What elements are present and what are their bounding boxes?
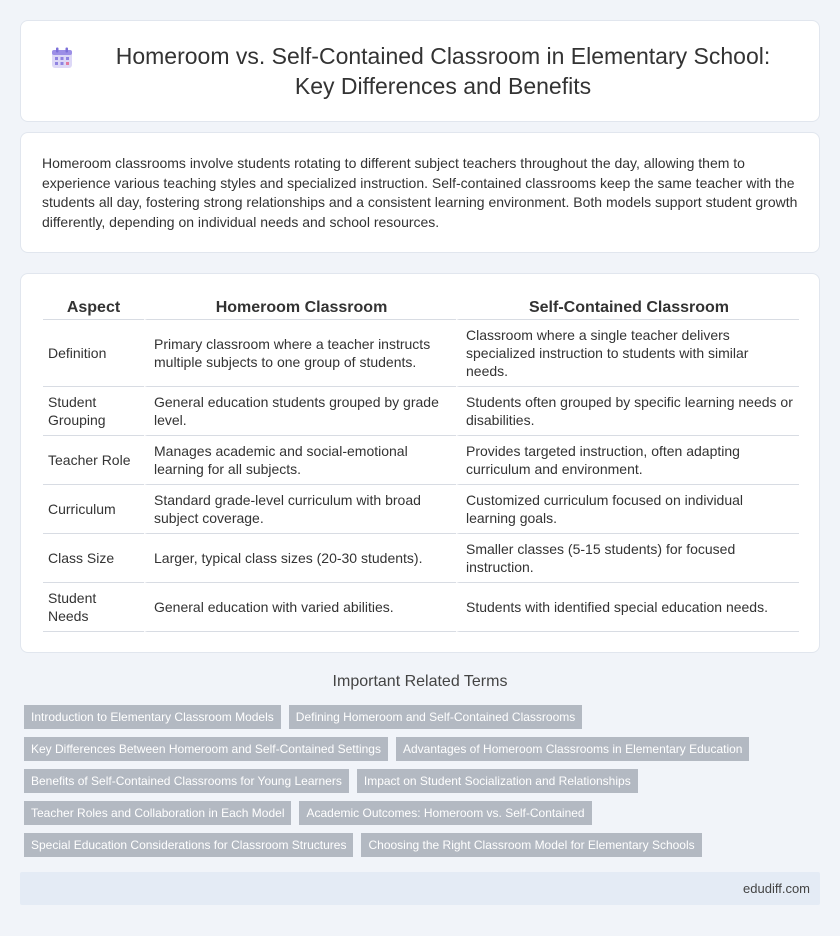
tag-row bbox=[24, 705, 824, 729]
row-self-contained: Students often grouped by specific learning needs or disabilities. bbox=[456, 387, 799, 436]
row-aspect: Teacher Role bbox=[43, 436, 144, 485]
related-terms-title: Important Related Terms bbox=[332, 673, 508, 690]
column-header-self-contained: Self-Contained Classroom bbox=[456, 293, 799, 320]
row-homeroom: General education students grouped by grade level. bbox=[144, 387, 456, 436]
related-terms-list bbox=[24, 705, 824, 865]
footer-site-link[interactable]: edudiff.com bbox=[743, 881, 810, 896]
tag-row bbox=[24, 769, 824, 793]
table-row bbox=[43, 320, 799, 387]
row-self-contained: Smaller classes (5-15 students) for focused instruction. bbox=[456, 534, 799, 583]
row-self-contained: Students with identified special education needs. bbox=[456, 583, 799, 632]
table-row bbox=[43, 436, 799, 485]
row-homeroom: Manages academic and social-emotional learning for all subjects. bbox=[144, 436, 456, 485]
intro-card bbox=[20, 132, 820, 253]
related-term-tag[interactable]: Advantages of Homeroom Classrooms in Elementary Education bbox=[396, 737, 750, 761]
related-term-tag[interactable]: Defining Homeroom and Self-Contained Classrooms bbox=[289, 705, 582, 729]
comparison-table bbox=[43, 293, 799, 632]
row-aspect: Class Size bbox=[43, 534, 144, 583]
related-term-tag[interactable]: Introduction to Elementary Classroom Models bbox=[24, 705, 281, 729]
row-aspect: Student Needs bbox=[43, 583, 144, 632]
tag-row bbox=[24, 801, 824, 825]
row-aspect: Curriculum bbox=[43, 485, 144, 534]
row-homeroom: General education with varied abilities. bbox=[144, 583, 456, 632]
related-term-tag[interactable]: Key Differences Between Homeroom and Self-Contained Settings bbox=[24, 737, 388, 761]
title-card bbox=[20, 20, 820, 122]
row-self-contained: Classroom where a single teacher delivers specialized instruction to students with similar needs. bbox=[456, 320, 799, 387]
column-header-aspect: Aspect bbox=[43, 293, 144, 320]
row-self-contained: Customized curriculum focused on individual learning goals. bbox=[456, 485, 799, 534]
table-row bbox=[43, 534, 799, 583]
column-header-homeroom: Homeroom Classroom bbox=[144, 293, 456, 320]
comparison-table-card bbox=[20, 273, 820, 653]
intro-text: Homeroom classrooms involve students rotating to different subject teachers throughout the day, allowing them to experience various teaching styles and specialized instruction. Self-contained classrooms keep the same teacher with the students all day, fostering strong relationships and a consistent learning environment. Both models support student growth differently, depending on individual needs and school resources. bbox=[42, 155, 798, 230]
row-homeroom: Standard grade-level curriculum with broad subject coverage. bbox=[144, 485, 456, 534]
page-title: Homeroom vs. Self-Contained Classroom in Elementary School: Key Differences and Benefits bbox=[115, 43, 771, 99]
tag-row bbox=[24, 833, 824, 857]
related-term-tag[interactable]: Special Education Considerations for Classroom Structures bbox=[24, 833, 353, 857]
table-header-row bbox=[43, 293, 799, 320]
related-term-tag[interactable]: Teacher Roles and Collaboration in Each Model bbox=[24, 801, 291, 825]
table-row bbox=[43, 485, 799, 534]
row-self-contained: Provides targeted instruction, often adapting curriculum and environment. bbox=[456, 436, 799, 485]
table-row bbox=[43, 387, 799, 436]
table-row bbox=[43, 583, 799, 632]
footer bbox=[20, 872, 820, 905]
tag-row bbox=[24, 737, 824, 761]
row-homeroom: Primary classroom where a teacher instructs multiple subjects to one group of students. bbox=[144, 320, 456, 387]
calendar-icon bbox=[51, 47, 73, 69]
row-homeroom: Larger, typical class sizes (20-30 students). bbox=[144, 534, 456, 583]
row-aspect: Student Grouping bbox=[43, 387, 144, 436]
related-term-tag[interactable]: Choosing the Right Classroom Model for Elementary Schools bbox=[361, 833, 701, 857]
row-aspect: Definition bbox=[43, 320, 144, 387]
related-term-tag[interactable]: Impact on Student Socialization and Relationships bbox=[357, 769, 638, 793]
related-term-tag[interactable]: Benefits of Self-Contained Classrooms for Young Learners bbox=[24, 769, 349, 793]
related-term-tag[interactable]: Academic Outcomes: Homeroom vs. Self-Contained bbox=[299, 801, 591, 825]
